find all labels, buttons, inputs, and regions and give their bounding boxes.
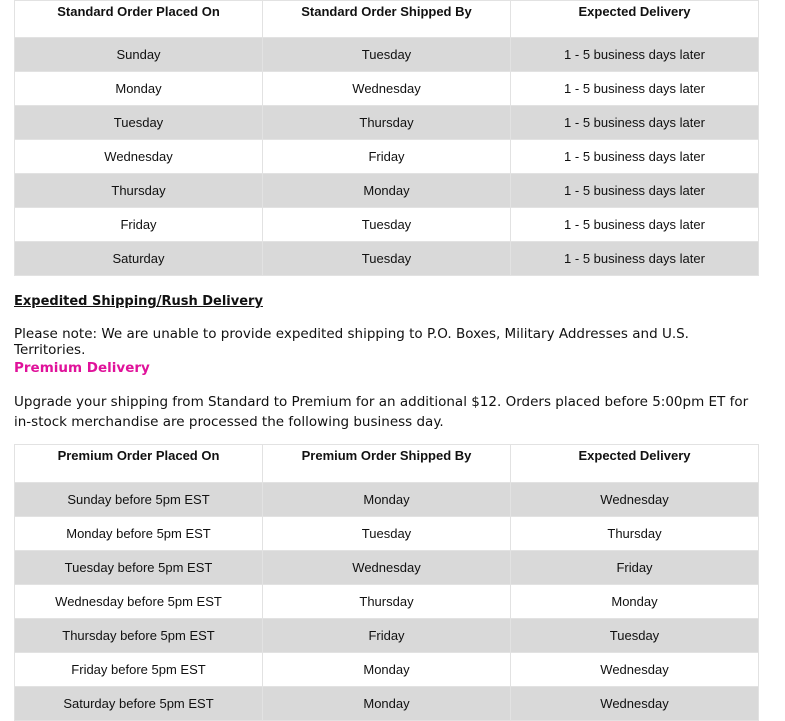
table-row (15, 106, 759, 140)
table-cell: Sunday (15, 38, 263, 72)
table-cell: 1 - 5 business days later (511, 106, 759, 140)
table-cell: Wednesday (15, 140, 263, 174)
table-cell: 1 - 5 business days later (511, 242, 759, 276)
column-header: Standard Order Shipped By (263, 1, 511, 38)
shipping-info-content (14, 0, 758, 711)
table-cell: Friday (263, 140, 511, 174)
table-cell: Wednesday before 5pm EST (15, 585, 263, 619)
table-row (15, 687, 759, 721)
table-cell: Tuesday (263, 517, 511, 551)
table-cell: Monday (263, 174, 511, 208)
table-row (15, 38, 759, 72)
table-cell: Friday before 5pm EST (15, 653, 263, 687)
premium-delivery-description: Upgrade your shipping from Standard to Premium for an additional $12. Orders placed before 5:00pm ET for in-stock merchandise are processed the following business day. (14, 394, 749, 430)
table-cell: Tuesday (263, 208, 511, 242)
column-header: Expected Delivery (511, 1, 759, 38)
table-row (15, 517, 759, 551)
table-cell: Friday (511, 551, 759, 585)
table-cell: Sunday before 5pm EST (15, 483, 263, 517)
standard-shipping-table (14, 0, 759, 276)
table-cell: Tuesday (511, 619, 759, 653)
table-cell: Monday before 5pm EST (15, 517, 263, 551)
table-cell: Tuesday before 5pm EST (15, 551, 263, 585)
column-header: Premium Order Placed On (15, 445, 263, 483)
table-cell: Wednesday (511, 687, 759, 721)
table-cell: Thursday (511, 517, 759, 551)
table-cell: Tuesday (15, 106, 263, 140)
table-cell: Monday (263, 653, 511, 687)
table-row (15, 483, 759, 517)
table-cell: Wednesday (263, 72, 511, 106)
table-cell: Thursday (263, 585, 511, 619)
table-row (15, 174, 759, 208)
table-cell: Thursday before 5pm EST (15, 619, 263, 653)
table-row (15, 551, 759, 585)
table-cell: Saturday (15, 242, 263, 276)
premium-delivery-heading: Premium Delivery (14, 360, 150, 376)
column-header: Expected Delivery (511, 445, 759, 483)
table-cell: Tuesday (263, 242, 511, 276)
table-cell: Monday (511, 585, 759, 619)
table-row (15, 140, 759, 174)
table-header-row (15, 1, 759, 38)
table-row (15, 653, 759, 687)
table-cell: Saturday before 5pm EST (15, 687, 263, 721)
expedited-shipping-heading: Expedited Shipping/Rush Delivery (14, 294, 263, 309)
table-row (15, 242, 759, 276)
table-row (15, 72, 759, 106)
table-cell: Wednesday (511, 483, 759, 517)
table-cell: Friday (263, 619, 511, 653)
table-cell: Wednesday (511, 653, 759, 687)
table-cell: Monday (15, 72, 263, 106)
table-cell: 1 - 5 business days later (511, 174, 759, 208)
table-cell: Tuesday (263, 38, 511, 72)
table-header-row (15, 445, 759, 483)
table-cell: 1 - 5 business days later (511, 72, 759, 106)
table-cell: Wednesday (263, 551, 511, 585)
premium-shipping-table (14, 444, 759, 721)
table-cell: Thursday (263, 106, 511, 140)
table-cell: Thursday (15, 174, 263, 208)
table-cell: 1 - 5 business days later (511, 208, 759, 242)
table-cell: Friday (15, 208, 263, 242)
column-header: Standard Order Placed On (15, 1, 263, 38)
table-cell: 1 - 5 business days later (511, 38, 759, 72)
expedited-shipping-note: Please note: We are unable to provide expedited shipping to P.O. Boxes, Military Addresses and U.S. Territories. (14, 326, 689, 358)
table-row (15, 619, 759, 653)
table-row (15, 208, 759, 242)
column-header: Premium Order Shipped By (263, 445, 511, 483)
table-row (15, 585, 759, 619)
table-cell: Monday (263, 483, 511, 517)
table-cell: 1 - 5 business days later (511, 140, 759, 174)
table-cell: Monday (263, 687, 511, 721)
